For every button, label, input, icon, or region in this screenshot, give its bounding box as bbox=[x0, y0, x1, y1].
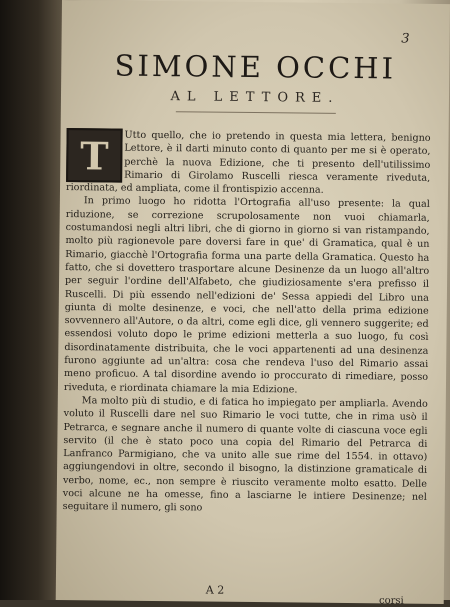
decorated-initial: T bbox=[66, 128, 123, 183]
signature-mark: A 2 bbox=[205, 583, 225, 597]
catchword: corsi bbox=[378, 595, 404, 607]
page-number: 3 bbox=[401, 31, 410, 47]
title-rule bbox=[176, 111, 336, 114]
page-subtitle: AL LETTORE. bbox=[170, 89, 340, 106]
page-title: SIMONE OCCHI bbox=[114, 48, 397, 86]
paragraph: Ma molto più di studio, e di fatica ho impiegato per ampliarla. Avendo voluto il Ruscelli dare nel suo Rimario le voci tutte, che in rima usò il Petrarca, e segnare anche il numero di quante volte di ciascuna voce egli servito (il che è stato poco una copia del Rimario del Petrarca di Lanfranco Parmigiano, che va unito alle sue rime del 1554. in ottavo) aggiungendovi in oltre, secondo il bisogno, la distinzione gramaticale di verbo, nome, ec., non sempre è riuscito veramente molto esatto. Delle voci alcune ne ha omesse, fino a lasciarne le intiere Desinenze; nel seguitare il numero, gli sono bbox=[62, 395, 428, 514]
paragraph: Utto quello, che io pretendo in questa mia lettera, benigno Lettore, è il darti minuto conto di quanto per me si è operato, perchè la nuova Edizione, che ti presento dell'utilissimo Rimario di Girolamo Ruscelli riesca veramente riveduta, riordinata, ed ampliata, come il frontispizio accenna. bbox=[65, 129, 431, 196]
paragraph: In primo luogo ho ridotta l'Ortografia all'uso presente: la qual riduzione, se correzione scrupolosamente non vuoi chiamarla, costumandosi negli altri libri, che di giorno in giorno si van ristampando, molto più ragionevole pare doversi fare in que' di Gramatica, qual è un Rimario, giacchè l'Ortografia forma una parte della Gramatica. Questo ha fatto, che si dovettero trasportare alcune Desinenze da un luogo all'altro per seguir l'ordine dell'Alfabeto, che giudiziosamente s'era prefisso il Ruscelli. Di più essendo nell'edizioni de' Sessa appiedi del Libro una giunta di molte desinenze, e voci, che nell'atto della prima edizione sovvennero all'Autore, o da altri, come egli dice, gli vennero suggerite; ed essendosi voluto dopo le prime edizioni metterla a suo luogo, fu così disordinatamente distribuita, che le voci appartenenti ad una desinenza furono aggiunte ad un'altra: cosa che rendeva l'uso del Rimario assai meno proficuo. A tal disordine avendo io proccurato di rimediare, posso riveduta, e riordinata chiamare la mia Edizione. bbox=[63, 195, 430, 396]
body-text bbox=[63, 128, 431, 517]
book-page bbox=[56, 0, 450, 607]
